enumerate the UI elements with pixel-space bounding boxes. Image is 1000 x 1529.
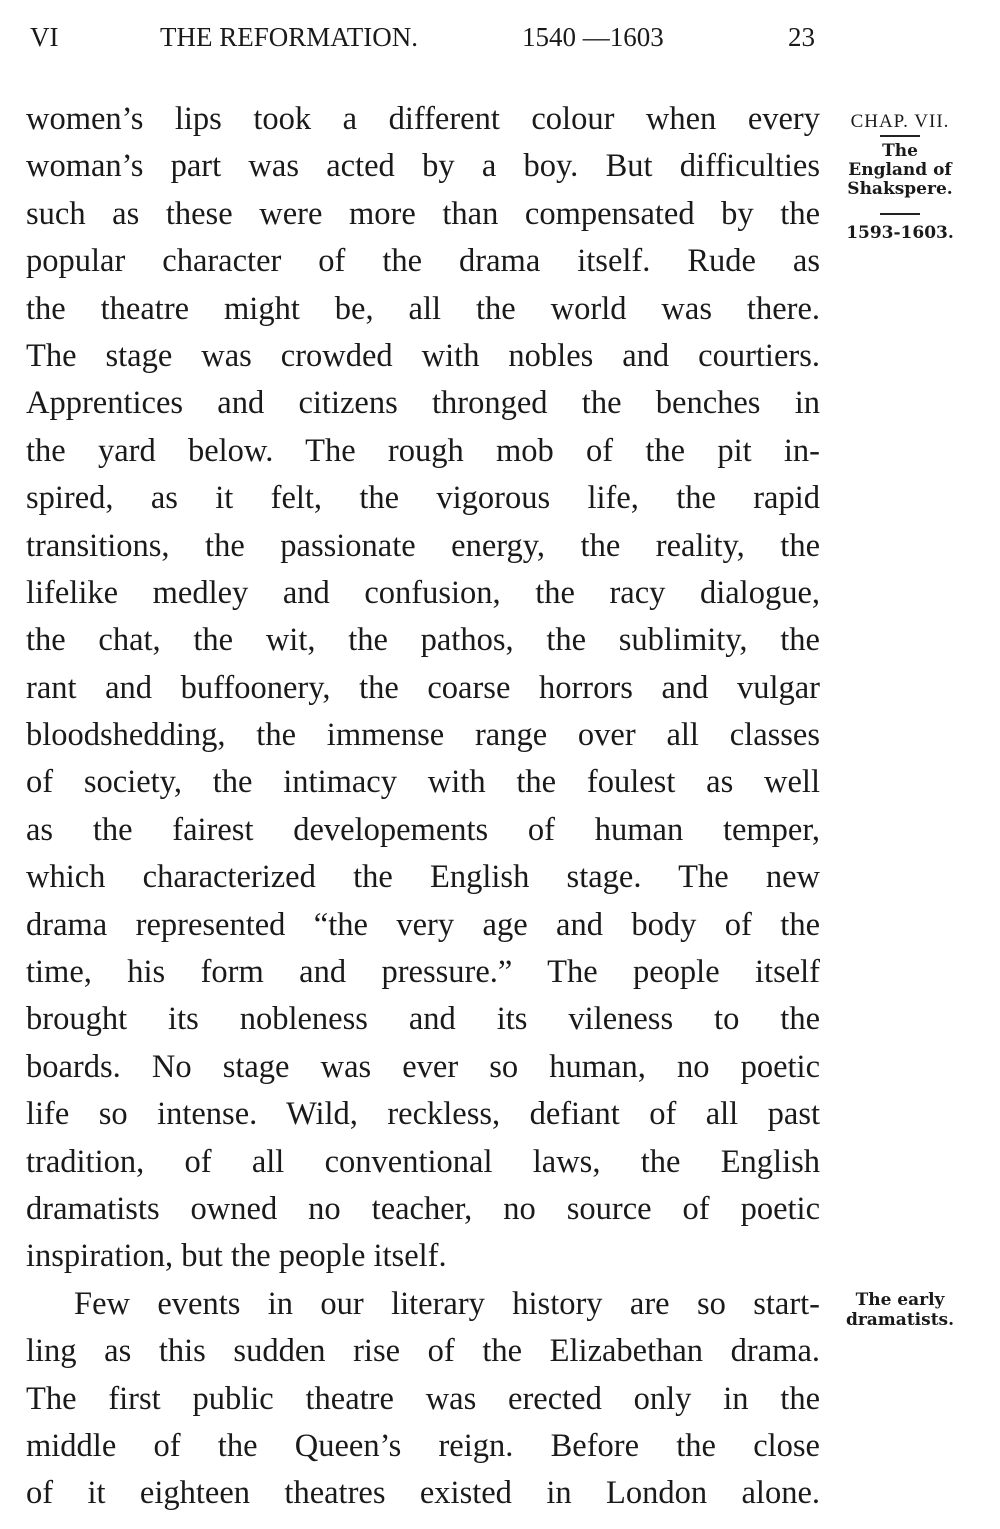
text-line: rant and buffoonery, the coarse horrors and vulgar	[26, 669, 820, 706]
running-title: THE REFORMATION.	[160, 22, 419, 52]
text-line: such as these were more than compensated by the	[26, 195, 820, 232]
text-line: of society, the intimacy with the foulest as well	[26, 764, 820, 801]
text-line: Apprentices and citizens thronged the benches in	[26, 385, 820, 422]
text-line: time, his form and pressure.” The people itself	[26, 954, 820, 991]
divider	[880, 135, 920, 137]
text-line: lifelike medley and confusion, the racy dialogue,	[26, 574, 820, 611]
text-line: ling as this sudden rise of the Elizabethan drama.	[26, 1333, 820, 1370]
divider	[880, 213, 920, 215]
text-line: The stage was crowded with nobles and courtiers.	[26, 337, 820, 374]
text-line: as the fairest developements of human temper,	[26, 811, 820, 848]
text-line: drama represented “the very age and body of the	[26, 906, 820, 943]
text-line: popular character of the drama itself. Rude as	[26, 243, 820, 280]
text-line: the chat, the wit, the pathos, the sublimity, the	[26, 622, 820, 659]
running-header	[0, 22, 1000, 62]
body-text	[26, 96, 820, 1518]
text-line: the yard below. The rough mob of the pit in-	[26, 432, 820, 469]
text-line: transitions, the passionate energy, the reality, the	[26, 527, 820, 564]
text-line: bloodshedding, the immense range over all classes	[26, 717, 820, 754]
text-line: middle of the Queen’s reign. Before the close	[26, 1427, 820, 1464]
section-title-line: England of	[848, 160, 952, 180]
chapter-numeral: VI	[30, 22, 59, 52]
text-line: woman’s part was acted by a boy. But difficulties	[26, 148, 820, 185]
text-line: spired, as it felt, the vigorous life, the rapid	[26, 480, 820, 517]
text-line: which characterized the English stage. The new	[26, 859, 820, 896]
text-line: tradition, of all conventional laws, the English	[26, 1143, 820, 1180]
chapter-label: CHAP. VII.	[850, 111, 950, 132]
text-line: boards. No stage was ever so human, no poetic	[26, 1048, 820, 1085]
margin-note-line: The early	[855, 1290, 945, 1310]
margin-note-early-dramatists	[830, 1290, 970, 1330]
text-line: The first public theatre was erected only in the	[26, 1380, 820, 1417]
text-line: Few events in our literary history are so start-	[74, 1285, 820, 1322]
page-number: 23	[788, 22, 815, 52]
text-line: of it eighteen theatres existed in London alone.	[26, 1475, 820, 1512]
text-line: dramatists owned no teacher, no source of poetic	[26, 1190, 820, 1227]
text-line: brought its nobleness and its vileness to the	[26, 1001, 820, 1038]
section-title-line: The	[882, 141, 918, 161]
text-line: women’s lips took a different colour when every	[26, 101, 820, 137]
text-line: the theatre might be, all the world was there.	[26, 290, 820, 327]
section-title-line: Shakspere.	[847, 179, 953, 199]
date-range: 1540 —1603	[522, 22, 664, 52]
text-line: life so intense. Wild, reckless, defiant of all past	[26, 1096, 820, 1133]
section-dates: 1593-1603.	[846, 223, 954, 243]
margin-note-line: dramatists.	[845, 1310, 955, 1330]
text-line: inspiration, but the people itself.	[26, 1238, 447, 1275]
margin-note-chapter	[830, 112, 970, 243]
